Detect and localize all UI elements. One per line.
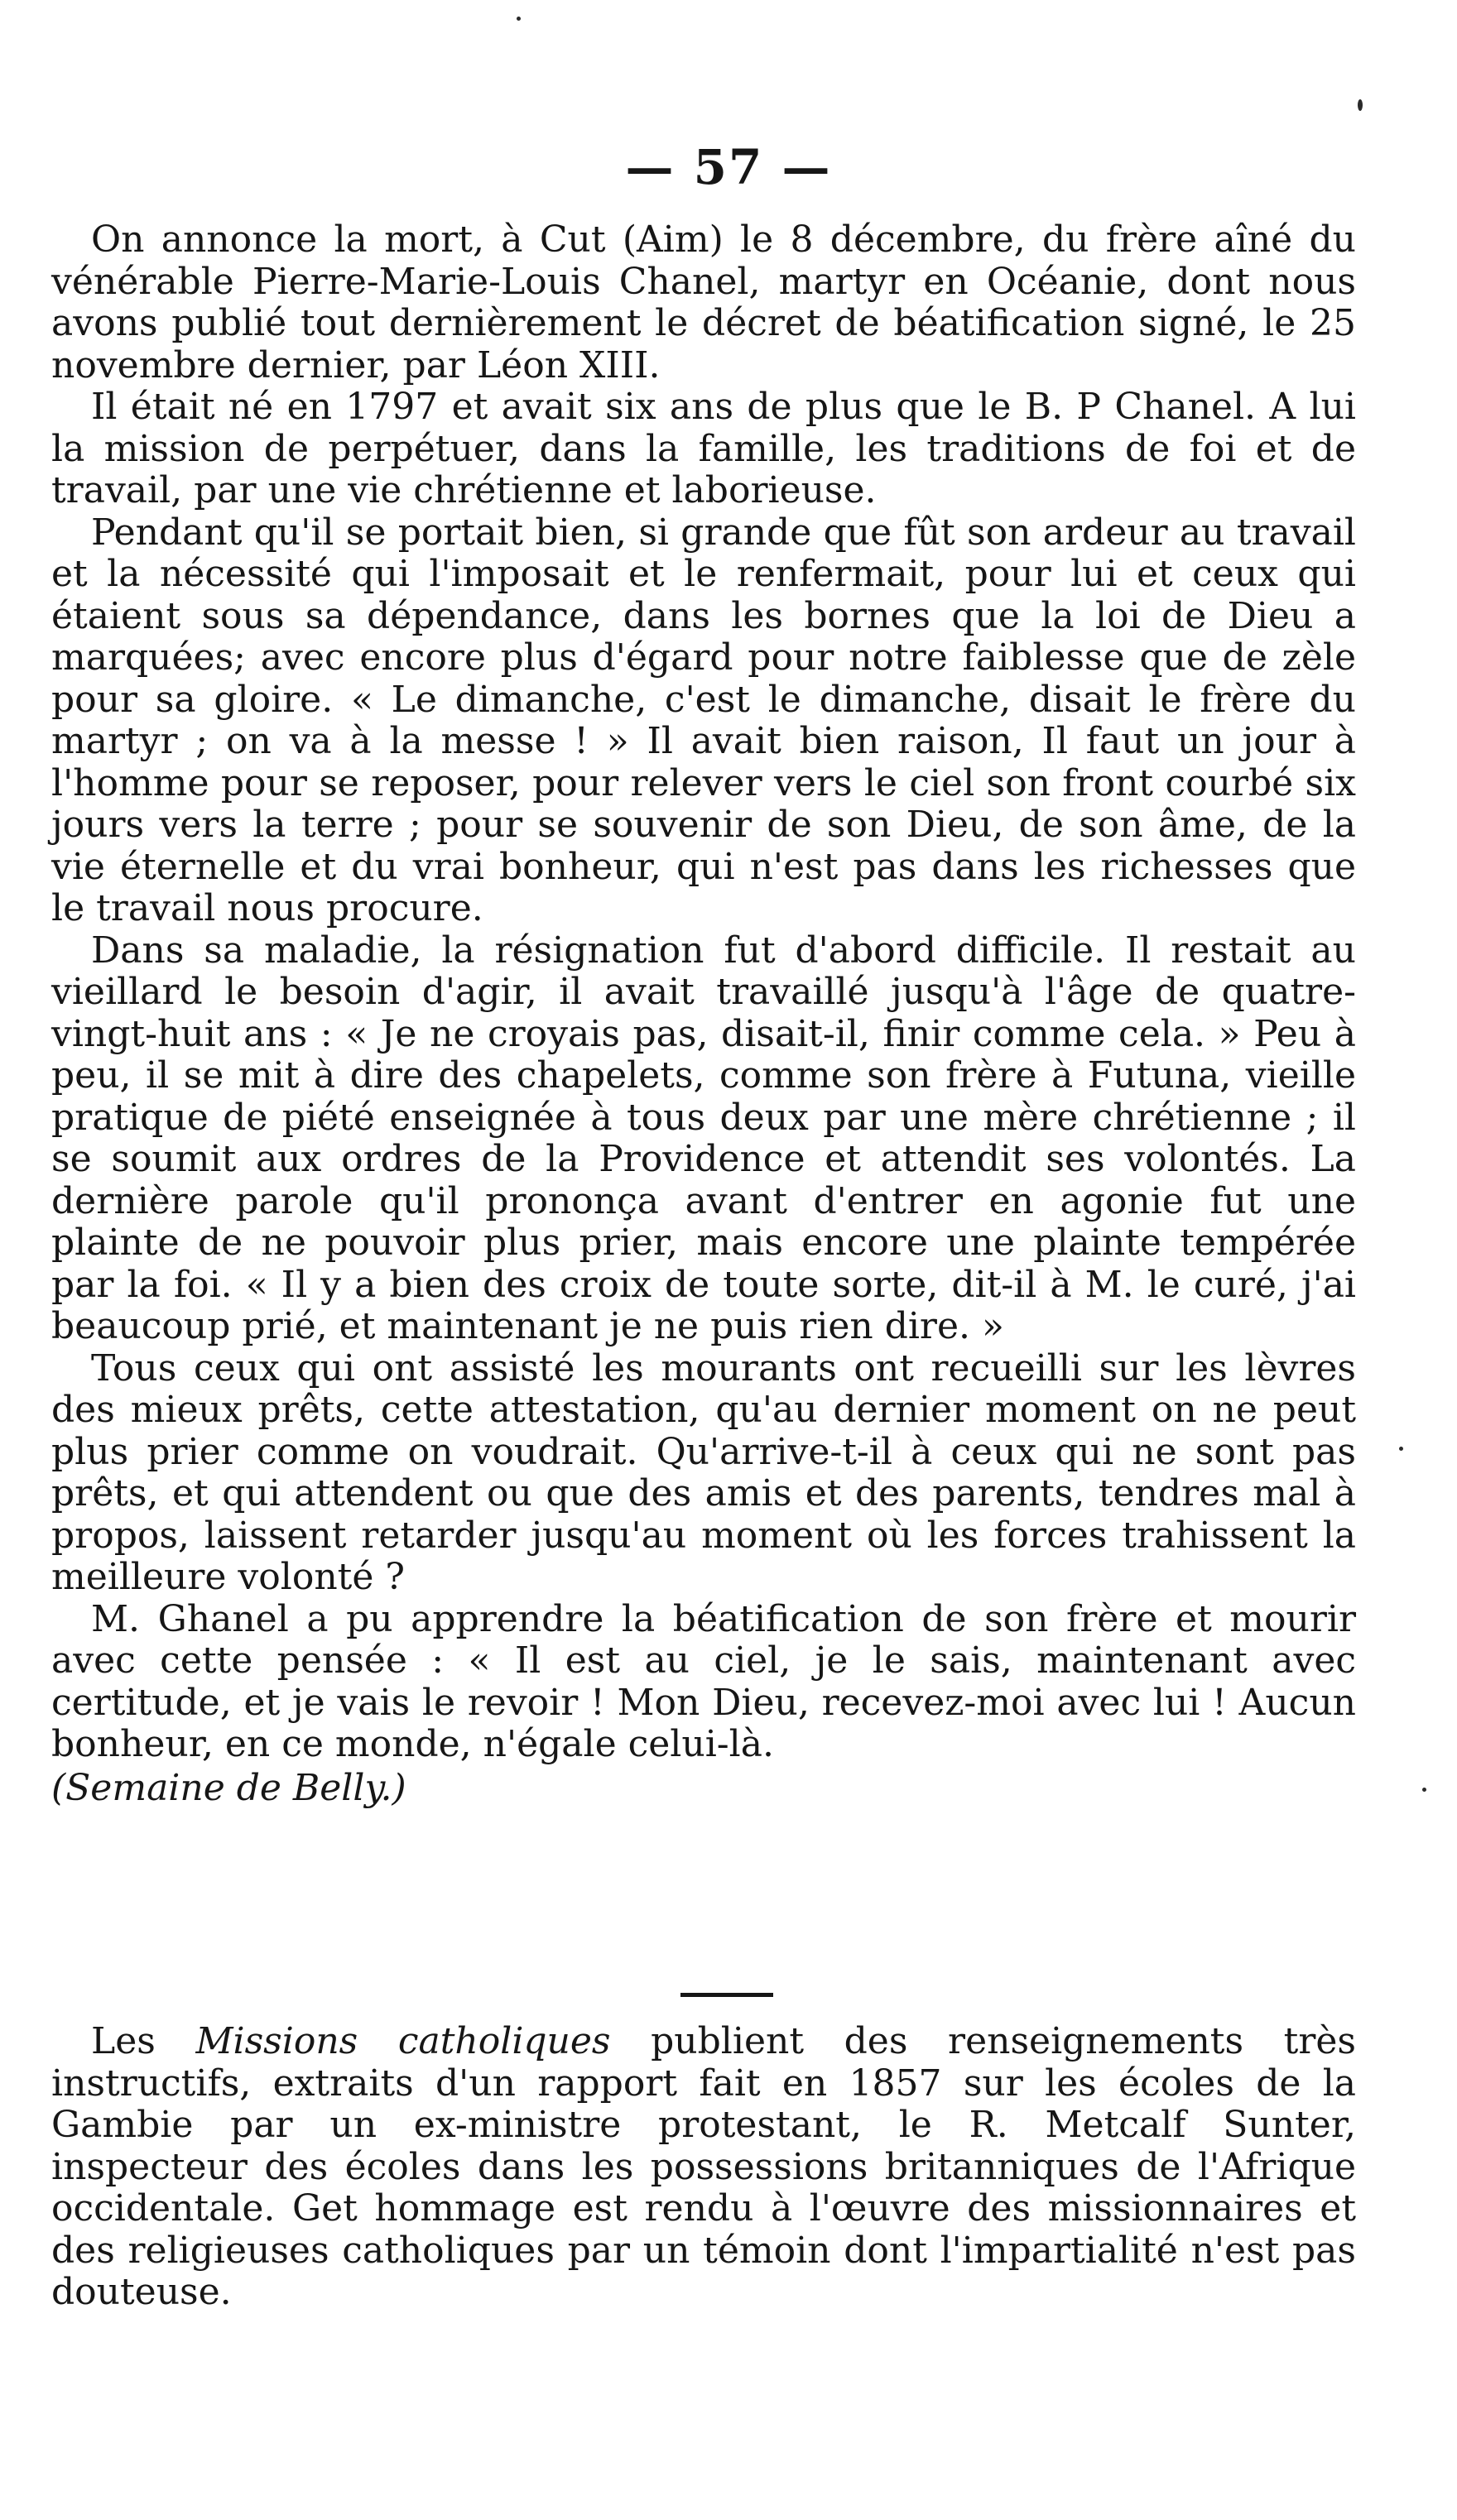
paragraph-missions-report [51,2021,1356,2314]
article-chanel-obituary [51,219,1356,1809]
section-divider [680,1993,773,1997]
report-body: publient des renseignements très instructifs, extraits d'un rapport fait en 1857 sur les écoles de la Gambie par un ex-ministre protestant, le R. Metcalf Sunter, inspecteur des écoles dans les possessions britanniques de l'Afrique occidentale. Get hommage est rendu à l'œuvre des missionnaires et des religieuses catholiques par un témoin dont l'impartialité n'est pas douteuse. [51,2020,1357,2313]
paragraph-announcement: On annonce la mort, à Cut (Aim) le 8 décembre, du frère aîné du vénérable Pierre-Marie-Louis Chanel, martyr en Océanie, dont nous avons publié tout dernièrement le décret de béatification signé, le 25 novembre dernier, par Léon XIII. [51,218,1356,386]
paragraph-dying-reflection: Tous ceux qui ont assisté les mourants ont recueilli sur les lèvres des mieux prêts, cette attestation, qu'au dernier moment on ne peut plus prier comme on voudrait. Qu'arrive-t-il à ceux qui ne sont pas prêts, et qui attendent ou que des amis et des parents, tendres mal à propos, laissent retarder jusqu'au moment où les forces trahissent la meilleure volonté ? [51,1346,1356,1598]
page-number: — 57 — [625,139,832,195]
publication-title: Missions catholiques [195,2020,611,2062]
paragraph-birth: Il était né en 1797 et avait six ans de plus que le B. P Chanel. A lui la mission de perpétuer, dans la famille, les traditions de foi et de travail, par une vie chrétienne et laborieuse. [51,386,1356,511]
print-speck [1422,1788,1426,1792]
paragraph-beatification-death: M. Ghanel a pu apprendre la béatification de son frère et mourir avec cette pensée : « Il est au ciel, je le sais, maintenant avec certitude, et je vais le revoir ! Mon Dieu, recevez-moi avec lui ! Aucun bonheur, en ce monde, n'égale celui-là. [51,1597,1356,1765]
report-lead: Les [91,2020,196,2062]
source-attribution: (Semaine de Belly.) [51,1766,406,1809]
paragraph-illness: Dans sa maladie, la résignation fut d'abord difficile. Il restait au vieillard le besoin d'agir, il avait travaillé jusqu'à l'âge de quatre-vingt-huit ans : « Je ne croyais pas, disait-il, finir comme cela. » Peu à peu, il se mit à dire des chapelets, comme son frère à Futuna, vieille pratique de piété enseignée à tous deux par une mère chrétienne ; il se soumit aux ordres de la Providence et attendit ses volontés. La dernière parole qu'il prononça avant d'entrer en agonie fut une plainte de ne pouvoir plus prier, mais encore une plainte tempérée par la foi. « Il y a bien des croix de toute sorte, dit-il à M. le curé, j'ai beaucoup prié, et maintenant je ne puis rien dire. » [51,929,1356,1347]
print-speck [1399,1447,1403,1451]
print-speck [517,17,521,21]
print-speck [1358,99,1363,111]
paragraph-work-and-sunday: Pendant qu'il se portait bien, si grande que fût son ardeur au travail et la nécessité qui l'imposait et le renfermait, pour lui et ceux qui étaient sous sa dépendance, dans les bornes que la loi de Dieu a marquées; avec encore plus d'égard pour notre faiblesse que de zèle pour sa gloire. « Le dimanche, c'est le dimanche, disait le frère du martyr ; on va à la messe ! » Il avait bien raison, Il faut un jour à l'homme pour se reposer, pour relever vers le ciel son front courbé six jours vers la terre ; pour se souvenir de son Dieu, de son âme, de la vie éternelle et du vrai bonheur, qui n'est pas dans les richesses que le travail nous procure. [51,511,1356,929]
article-missions-report [51,2021,1356,2314]
